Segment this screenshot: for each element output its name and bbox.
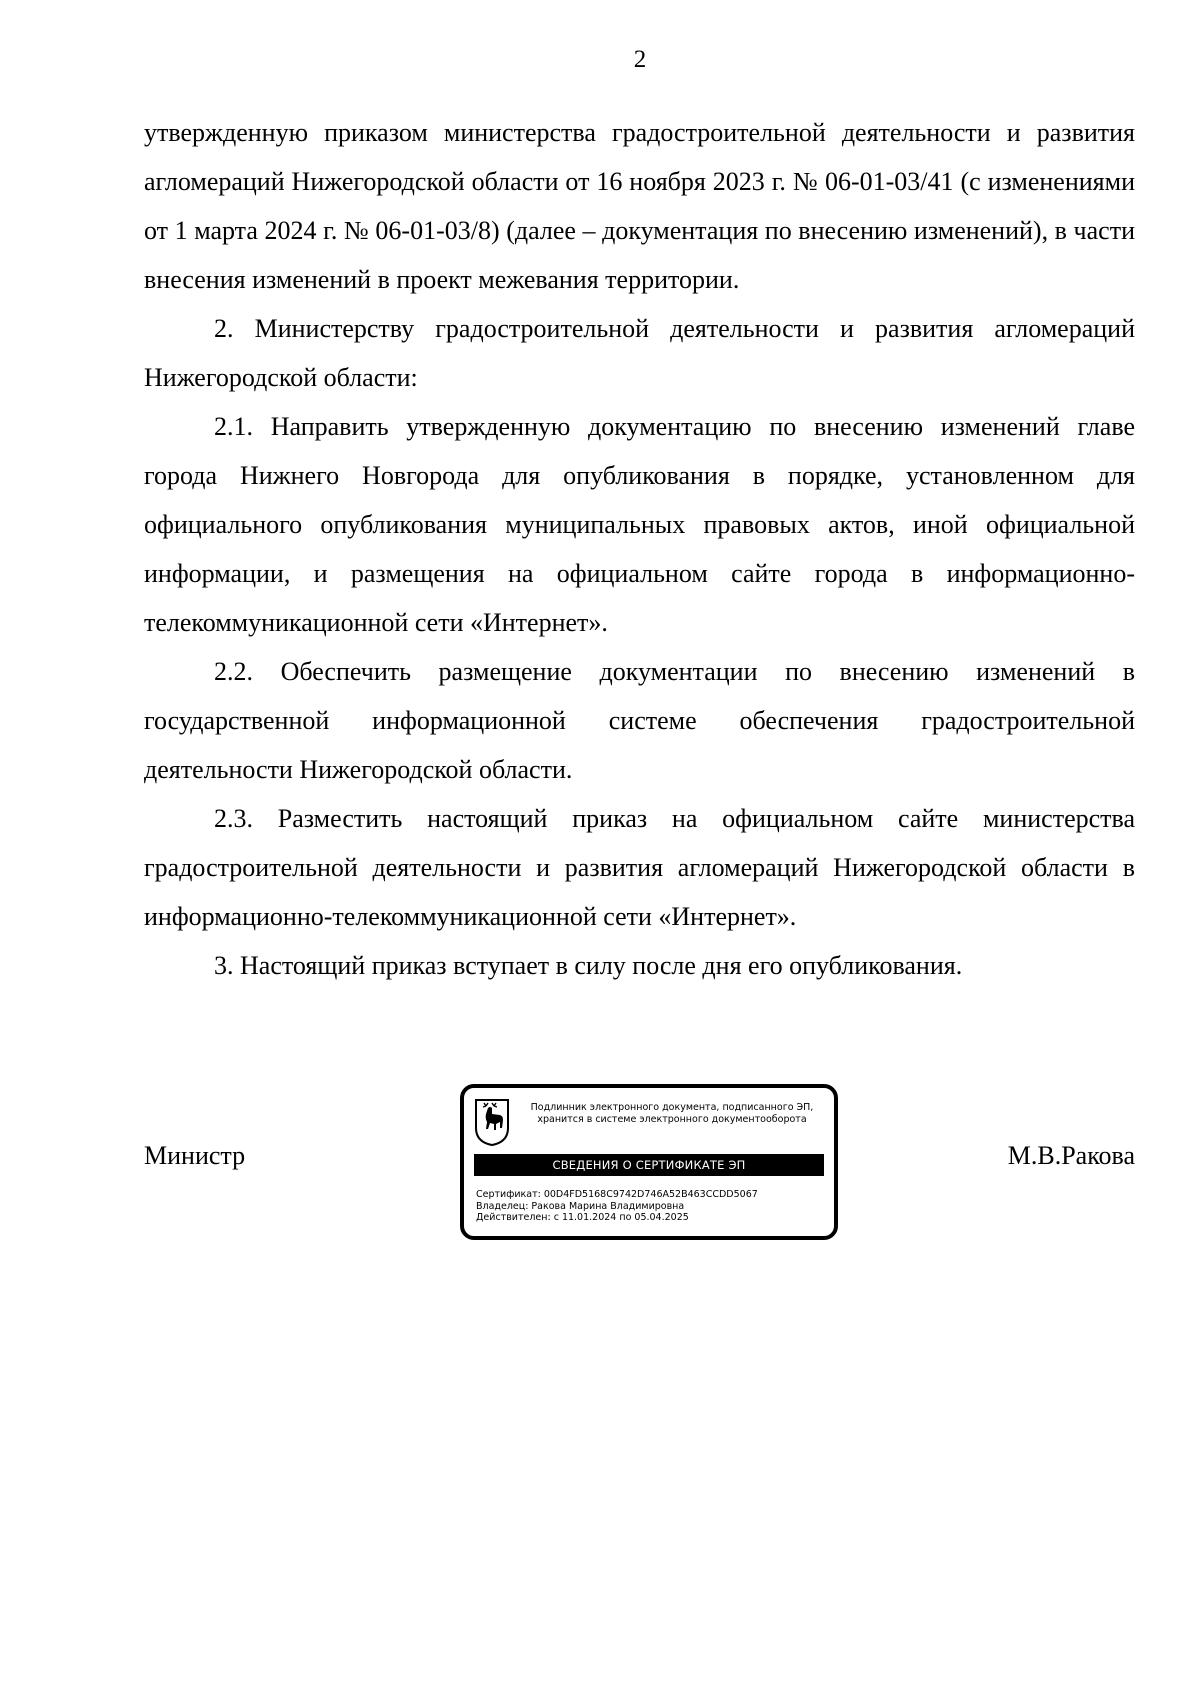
paragraph-item-2-3: 2.3. Разместить настоящий приказ на официальном сайте министерства градостроительной деятельности и развития агломераций Нижегородской области в информационно-телекоммуникационной сети «Интернет». (144, 804, 1135, 931)
certificate-number: Сертификат: 00D4FD5168C9742D746A52B463CCDD5067 (476, 1189, 758, 1200)
document-body (144, 108, 1135, 990)
signature-block (144, 1084, 1135, 1244)
stamp-header-line-2: хранится в системе электронного документооборота (537, 1114, 807, 1125)
signer-title: Министр (144, 1141, 246, 1170)
stamp-header (516, 1102, 828, 1126)
electronic-signature-stamp (460, 1084, 838, 1240)
certificate-validity: Действителен: с 11.01.2024 по 05.04.2025 (476, 1212, 689, 1223)
stamp-title-bar: СВЕДЕНИЯ О СЕРТИФИКАТЕ ЭП (474, 1154, 824, 1176)
signer-name: М.В.Ракова (1007, 1141, 1135, 1170)
certificate-owner: Владелец: Ракова Марина Владимировна (476, 1200, 685, 1212)
stamp-details (476, 1189, 758, 1224)
stamp-header-line-1: Подлинник электронного документа, подписанного ЭП, (530, 1102, 814, 1113)
paragraph-item-2-2: 2.2. Обеспечить размещение документации по внесению изменений в государственной информационной системе обеспечения градостроительной деятельности Нижегородской области. (144, 657, 1135, 784)
paragraph-continuation: утвержденную приказом министерства градостроительной деятельности и развития агломераций Нижегородской области от 16 ноября 2023 г. № 06-01-03/41 (с изменениями от 1 марта 2024 г. № 06-01-03/8) (далее – документация по внесению изменений), в части внесения изменений в проект межевания территории. (144, 118, 1135, 294)
paragraph-item-3: 3. Настоящий приказ вступает в силу после дня его опубликования. (214, 951, 963, 980)
page-number: 2 (633, 46, 647, 73)
deer-coat-of-arms-icon (474, 1098, 510, 1146)
paragraph-item-2-1: 2.1. Направить утвержденную документацию по внесению изменений главе города Нижнего Новгорода для опубликования в порядке, установленном для официального опубликования муниципальных правовых актов, иной официальной информации, и размещения на официальном сайте города в информационно-телекоммуникационной сети «Интернет». (144, 412, 1135, 637)
paragraph-item-2: 2. Министерству градостроительной деятельности и развития агломераций Нижегородской области: (144, 314, 1135, 392)
